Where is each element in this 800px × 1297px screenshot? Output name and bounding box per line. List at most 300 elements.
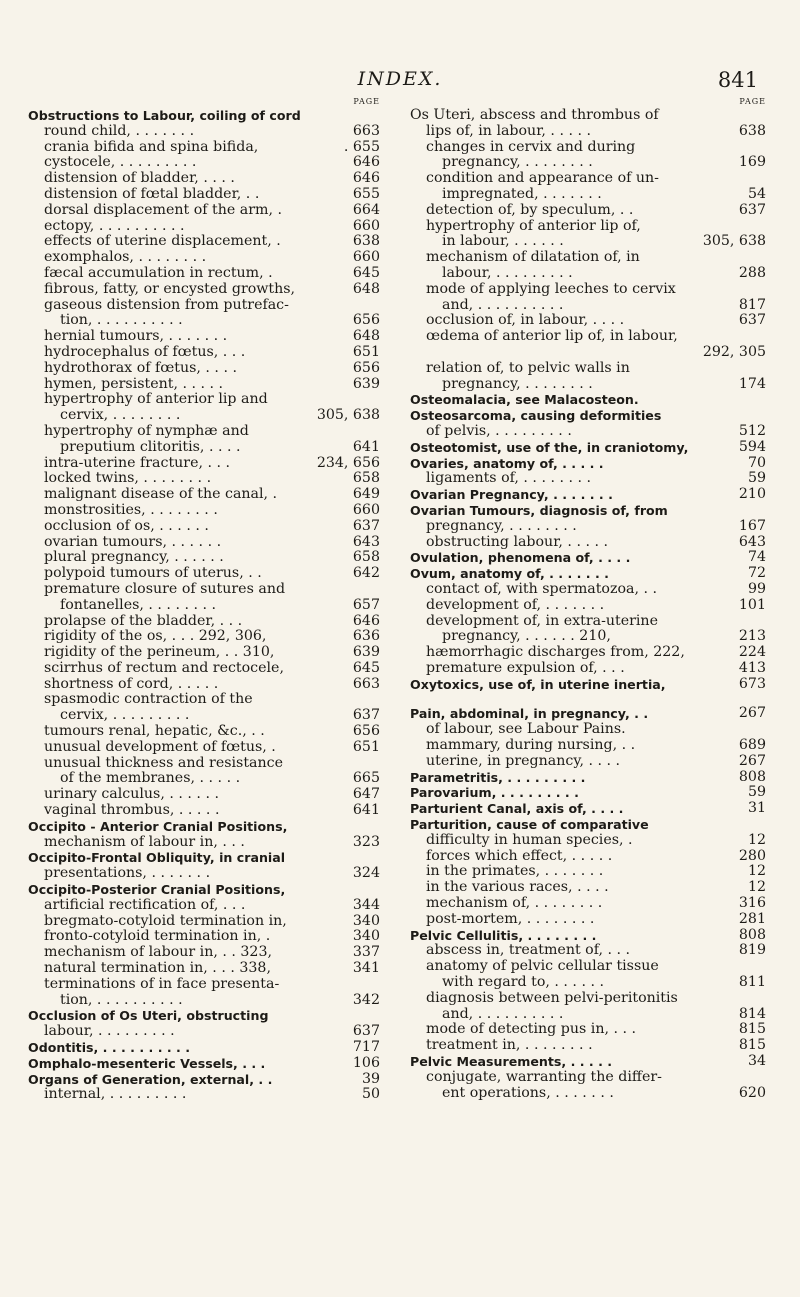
page-reference: 31 bbox=[747, 800, 766, 817]
page-reference: 656 bbox=[352, 723, 380, 740]
entry-text: Parturient Canal, axis of, . . . . bbox=[410, 801, 624, 817]
index-subentry bbox=[410, 1070, 766, 1102]
page-reference: 658 bbox=[352, 549, 380, 566]
entry-text bbox=[410, 345, 697, 361]
index-entries-left bbox=[28, 108, 380, 1103]
index-subentry bbox=[410, 645, 766, 661]
entry-text: internal, . . . . . . . . . bbox=[44, 1087, 187, 1103]
index-subentry bbox=[410, 1022, 766, 1038]
index-subentry bbox=[410, 282, 766, 314]
entry-text: cystocele, . . . . . . . . . bbox=[44, 155, 197, 171]
page-reference: 657 bbox=[352, 596, 380, 613]
index-entry bbox=[410, 550, 766, 566]
entry-text: Parametritis, . . . . . . . . . bbox=[410, 769, 586, 785]
page-reference: 174 bbox=[738, 375, 766, 392]
entry-text: with regard to, . . . . . . bbox=[442, 975, 604, 991]
entry-text: distension of fœtal bladder, . . bbox=[44, 186, 260, 202]
index-subentry bbox=[28, 692, 380, 724]
entry-text: forces which effect, . . . . . bbox=[426, 848, 613, 864]
index-subentry bbox=[410, 864, 766, 880]
entry-text: Occipito-Posterior Cranial Positions, bbox=[28, 882, 286, 898]
entry-text: mechanism of labour in, . . . bbox=[44, 834, 245, 850]
entry-text: hydrocephalus of fœtus, . . . bbox=[44, 344, 246, 360]
index-entry bbox=[410, 677, 766, 693]
page-reference: 646 bbox=[352, 612, 380, 629]
index-subentry bbox=[28, 961, 380, 977]
page-reference: 649 bbox=[352, 486, 380, 503]
index-subentry bbox=[28, 629, 380, 645]
page-reference: 267 bbox=[738, 752, 766, 769]
entry-text: Occlusion of Os Uteri, obstructing bbox=[28, 1008, 269, 1024]
entry-text: development of, in extra-uterine bbox=[426, 613, 658, 629]
entry-text: Ovum, anatomy of, . . . . . . . bbox=[410, 566, 609, 582]
entry-text: malignant disease of the canal, . bbox=[44, 487, 278, 503]
entry-text: condition and appearance of un- bbox=[426, 171, 659, 187]
page-reference: 106 bbox=[352, 1054, 380, 1071]
page-reference: 815 bbox=[738, 1037, 766, 1054]
entry-text: of the membranes, . . . . . bbox=[60, 771, 241, 787]
entry-text: bregmato-cotyloid termination in, bbox=[44, 913, 287, 929]
entry-text: natural termination in, . . . 338, bbox=[44, 961, 271, 977]
page-reference: 101 bbox=[738, 596, 766, 613]
index-subentry bbox=[28, 140, 380, 156]
entry-text: rigidity of the perineum, . . 310, bbox=[44, 645, 275, 661]
index-entry bbox=[410, 566, 766, 582]
page-reference: 224 bbox=[738, 644, 766, 661]
entry-text: hernial tumours, . . . . . . . bbox=[44, 329, 228, 345]
page-reference: 814 bbox=[738, 1005, 766, 1022]
entry-text: relation of, to pelvic walls in bbox=[426, 360, 630, 376]
page-reference: 656 bbox=[352, 312, 380, 329]
entry-text: Ovarian Tumours, diagnosis of, from bbox=[410, 502, 668, 518]
index-subentry bbox=[28, 582, 380, 614]
entry-text: polypoid tumours of uterus, . . bbox=[44, 566, 262, 582]
page-reference: 324 bbox=[352, 865, 380, 882]
entry-text: in the primates, . . . . . . . bbox=[426, 864, 604, 880]
page-reference: 34 bbox=[747, 1053, 766, 1070]
entry-text: urinary calculus, . . . . . . bbox=[44, 787, 219, 803]
index-entry bbox=[410, 487, 766, 503]
index-subentry bbox=[28, 914, 380, 930]
index-subentry bbox=[28, 661, 380, 677]
entry-text: premature closure of sutures and bbox=[44, 581, 286, 597]
index-entry bbox=[410, 1054, 766, 1070]
entry-text: plural pregnancy, . . . . . . bbox=[44, 550, 224, 566]
index-subentry bbox=[28, 503, 380, 519]
entry-text: artificial rectification of, . . . bbox=[44, 897, 246, 913]
entry-text: post-mortem, . . . . . . . . bbox=[426, 911, 595, 927]
index-entry bbox=[410, 817, 766, 849]
index-subentry bbox=[28, 266, 380, 282]
page-reference: . 655 bbox=[343, 138, 380, 155]
index-subentry bbox=[28, 282, 380, 298]
page-reference: 665 bbox=[352, 770, 380, 787]
entry-text: labour, . . . . . . . . . bbox=[44, 1024, 175, 1040]
entry-text: tion, . . . . . . . . . . bbox=[60, 992, 183, 1008]
entry-text: detection of, by speculum, . . bbox=[426, 202, 634, 218]
index-subentry bbox=[410, 754, 766, 770]
entry-text: unusual development of fœtus, . bbox=[44, 739, 276, 755]
entry-text: gaseous distension from putrefac- bbox=[44, 297, 289, 313]
index-subentry bbox=[28, 424, 380, 456]
entry-text: of pelvis, . . . . . . . . . bbox=[426, 423, 572, 439]
page-reference: 673 bbox=[738, 675, 766, 692]
entry-text: dorsal displacement of the arm, . bbox=[44, 202, 282, 218]
page-reference: 292, 305 bbox=[702, 343, 766, 360]
page-reference: 643 bbox=[352, 533, 380, 550]
entry-text: Omphalo-mesenteric Vessels, . . . bbox=[28, 1055, 266, 1071]
entry-text: fæcal accumulation in rectum, . bbox=[44, 265, 273, 281]
page-reference: 717 bbox=[352, 1039, 380, 1056]
page-reference: 70 bbox=[747, 454, 766, 471]
index-subentry bbox=[410, 614, 766, 646]
page-reference: 646 bbox=[352, 170, 380, 187]
index-subentry bbox=[410, 991, 766, 1023]
index-subentry bbox=[410, 943, 766, 959]
page-reference: 169 bbox=[738, 154, 766, 171]
index-subentry bbox=[410, 171, 766, 203]
entry-text: anatomy of pelvic cellular tissue bbox=[426, 959, 659, 975]
entry-text: Osteotomist, use of the, in craniotomy, bbox=[410, 439, 689, 455]
page-reference: 12 bbox=[747, 879, 766, 896]
index-subentry bbox=[28, 724, 380, 740]
index-subentry bbox=[410, 471, 766, 487]
entry-text: Occipito - Anterior Cranial Positions, bbox=[28, 818, 288, 834]
index-subentry bbox=[410, 598, 766, 614]
index-subentry bbox=[28, 566, 380, 582]
entry-text: Os Uteri, abscess and thrombus of bbox=[410, 108, 659, 123]
page-reference: 642 bbox=[352, 565, 380, 582]
page-reference: 54 bbox=[747, 185, 766, 202]
page-reference: 305, 638 bbox=[316, 407, 380, 424]
page-reference: 658 bbox=[352, 470, 380, 487]
entry-text: Odontitis, . . . . . . . . . . bbox=[28, 1040, 190, 1056]
entry-text: fontanelles, . . . . . . . . bbox=[60, 597, 217, 613]
entry-text: obstructing labour, . . . . . bbox=[426, 534, 609, 550]
page-reference: 59 bbox=[747, 784, 766, 801]
index-subentry bbox=[410, 912, 766, 928]
entry-text: unusual thickness and resistance bbox=[44, 755, 283, 771]
entry-text: Parturition, cause of comparative bbox=[410, 817, 649, 833]
page-reference: 663 bbox=[352, 122, 380, 139]
entry-text: terminations of in face presenta- bbox=[44, 976, 280, 992]
page-reference: 637 bbox=[352, 517, 380, 534]
index-subentry bbox=[410, 250, 766, 282]
page-reference: 167 bbox=[738, 517, 766, 534]
page-reference: 341 bbox=[352, 960, 380, 977]
page-reference: 641 bbox=[352, 438, 380, 455]
entry-text: mode of applying leeches to cervix bbox=[426, 281, 676, 297]
entry-text: hymen, persistent, . . . . . bbox=[44, 376, 224, 392]
index-subentry bbox=[410, 738, 766, 754]
page-reference: 639 bbox=[352, 375, 380, 392]
page-reference: 656 bbox=[352, 359, 380, 376]
page-reference: 72 bbox=[747, 565, 766, 582]
index-subentry bbox=[28, 550, 380, 566]
entry-text: cervix, . . . . . . . . bbox=[60, 408, 181, 424]
entry-text: Osteomalacia, see Malacosteon. bbox=[410, 392, 639, 408]
entry-text: abscess in, treatment of, . . . bbox=[426, 943, 631, 959]
entry-text: lips of, in labour, . . . . . bbox=[426, 123, 592, 139]
page-reference: 213 bbox=[738, 628, 766, 645]
page-reference: 74 bbox=[747, 549, 766, 566]
index-entry bbox=[410, 770, 766, 786]
page-reference: 323 bbox=[352, 833, 380, 850]
entry-text: ent operations, . . . . . . . bbox=[442, 1085, 614, 1101]
page-reference: 655 bbox=[352, 185, 380, 202]
entry-text: mammary, during nursing, . . bbox=[426, 738, 636, 754]
index-subentry bbox=[410, 880, 766, 896]
index-subentry bbox=[410, 361, 766, 393]
page-reference: 637 bbox=[352, 707, 380, 724]
index-subentry bbox=[28, 203, 380, 219]
entry-text: labour, . . . . . . . . . bbox=[442, 265, 573, 281]
index-entry bbox=[410, 706, 766, 722]
index-subentry bbox=[410, 535, 766, 551]
page-reference: 59 bbox=[747, 470, 766, 487]
index-entry bbox=[410, 408, 766, 440]
page-reference: 344 bbox=[352, 896, 380, 913]
entry-text: hypertrophy of anterior lip and bbox=[44, 392, 268, 408]
entry-text: prolapse of the bladder, . . . bbox=[44, 613, 243, 629]
index-subentry bbox=[28, 377, 380, 393]
index-entry bbox=[28, 882, 380, 914]
page-reference: 39 bbox=[361, 1070, 380, 1087]
entry-text: preputium clitoritis, . . . . bbox=[60, 439, 241, 455]
entry-text: conjugate, warranting the differ- bbox=[426, 1069, 662, 1085]
entry-text: crania bifida and spina bifida, bbox=[44, 139, 259, 155]
page-reference: 646 bbox=[352, 154, 380, 171]
entry-text: Occipito-Frontal Obliquity, in cranial bbox=[28, 850, 286, 866]
entry-text: pregnancy, . . . . . . . . bbox=[442, 376, 593, 392]
entry-text: hæmorrhagic discharges from, 222, bbox=[426, 645, 685, 661]
entry-text: vaginal thrombus, . . . . . bbox=[44, 803, 220, 819]
index-entry bbox=[410, 440, 766, 456]
index-subentry bbox=[28, 155, 380, 171]
entry-text: ovarian tumours, . . . . . . bbox=[44, 534, 222, 550]
entry-text: occlusion of os, . . . . . . bbox=[44, 518, 209, 534]
page-reference: 643 bbox=[738, 533, 766, 550]
page-reference: 648 bbox=[352, 280, 380, 297]
entry-text: mode of detecting pus in, . . . bbox=[426, 1022, 637, 1038]
index-subentry bbox=[410, 722, 766, 738]
page-number: 841 bbox=[717, 68, 758, 92]
page-reference: 234, 656 bbox=[316, 454, 380, 471]
entry-text: ectopy, . . . . . . . . . . bbox=[44, 218, 185, 234]
page-reference: 288 bbox=[738, 264, 766, 281]
page-reference: 340 bbox=[352, 912, 380, 929]
page-reference: 620 bbox=[738, 1084, 766, 1101]
page-reference: 636 bbox=[352, 628, 380, 645]
index-subentry bbox=[28, 519, 380, 535]
entry-text: treatment in, . . . . . . . . bbox=[426, 1038, 593, 1054]
index-entry bbox=[28, 819, 380, 851]
page-reference: 50 bbox=[361, 1086, 380, 1103]
page-reference: 651 bbox=[352, 343, 380, 360]
page-reference: 594 bbox=[738, 438, 766, 455]
index-subentry bbox=[28, 929, 380, 945]
page-reference: 689 bbox=[738, 737, 766, 754]
entry-text: hypertrophy of anterior lip of, bbox=[426, 218, 641, 234]
entry-text: cervix, . . . . . . . . . bbox=[60, 708, 190, 724]
index-subentry bbox=[28, 345, 380, 361]
entry-text: pregnancy, . . . . . . 210, bbox=[442, 629, 611, 645]
page-reference: 267 bbox=[738, 705, 766, 722]
index-entry bbox=[28, 850, 380, 882]
entry-text: tion, . . . . . . . . . . bbox=[60, 313, 183, 329]
index-subentry bbox=[28, 740, 380, 756]
index-entry bbox=[28, 1040, 380, 1056]
index-subentry bbox=[28, 1087, 380, 1103]
entry-text: contact of, with spermatozoa, . . bbox=[426, 581, 657, 597]
index-subentry bbox=[410, 582, 766, 598]
running-head-title: INDEX. bbox=[357, 68, 443, 90]
page-reference: 413 bbox=[738, 659, 766, 676]
entry-text: intra-uterine fracture, . . . bbox=[44, 455, 231, 471]
index-subentry bbox=[28, 756, 380, 788]
entry-text: in the various races, . . . . bbox=[426, 880, 609, 896]
entry-text: development of, . . . . . . . bbox=[426, 597, 605, 613]
index-subentry bbox=[28, 456, 380, 472]
page-reference: 663 bbox=[352, 675, 380, 692]
entry-text: Osteosarcoma, causing deformities bbox=[410, 408, 662, 424]
entry-text: mechanism of dilatation of, in bbox=[426, 250, 640, 266]
entry-text: mechanism of labour in, . . 323, bbox=[44, 945, 272, 961]
entry-text: premature expulsion of, . . . bbox=[426, 660, 625, 676]
page-reference: 651 bbox=[352, 738, 380, 755]
entry-text: exomphalos, . . . . . . . . bbox=[44, 250, 207, 266]
index-entries-right bbox=[410, 108, 766, 1101]
entry-text: uterine, in pregnancy, . . . . bbox=[426, 753, 621, 769]
page-reference: 808 bbox=[738, 768, 766, 785]
entry-text: Pain, abdominal, in pregnancy, . . bbox=[410, 706, 649, 722]
index-subentry bbox=[28, 535, 380, 551]
page-reference: 819 bbox=[738, 942, 766, 959]
page-reference: 638 bbox=[738, 122, 766, 139]
entry-text: of labour, see Labour Pains. bbox=[426, 722, 626, 738]
index-subentry bbox=[28, 234, 380, 250]
entry-text: Parovarium, . . . . . . . . . bbox=[410, 785, 579, 801]
page-reference: 305, 638 bbox=[702, 233, 766, 250]
index-entry bbox=[410, 928, 766, 944]
page-reference: 99 bbox=[747, 580, 766, 597]
index-subentry bbox=[28, 945, 380, 961]
index-entry bbox=[28, 1008, 380, 1040]
page-reference: 12 bbox=[747, 863, 766, 880]
entry-text: and, . . . . . . . . . . bbox=[442, 1006, 564, 1022]
page-reference: 637 bbox=[738, 312, 766, 329]
index-subentry bbox=[28, 250, 380, 266]
entry-text: Oxytoxics, use of, in uterine inertia, bbox=[410, 676, 666, 692]
index-subentry bbox=[28, 645, 380, 661]
entry-text: Ovaries, anatomy of, . . . . . bbox=[410, 455, 604, 471]
index-entry bbox=[410, 503, 766, 535]
index-subentry bbox=[410, 1038, 766, 1054]
index-column-left bbox=[28, 96, 380, 1103]
entry-text: Obstructions to Labour, coiling of cord bbox=[28, 108, 301, 123]
page-reference: 811 bbox=[738, 974, 766, 991]
entry-text: distension of bladder, . . . . bbox=[44, 171, 235, 187]
page-reference: 648 bbox=[352, 328, 380, 345]
index-subentry bbox=[28, 187, 380, 203]
index-subentry bbox=[410, 849, 766, 865]
entry-text: difficulty in human species, . bbox=[426, 832, 633, 848]
index-column-right bbox=[410, 96, 766, 1101]
index-subentry bbox=[410, 959, 766, 991]
entry-text: effects of uterine displacement, . bbox=[44, 234, 281, 250]
index-entry bbox=[410, 456, 766, 472]
entry-text: diagnosis between pelvi-peritonitis bbox=[426, 990, 678, 1006]
index-entry bbox=[28, 1072, 380, 1088]
index-subentry bbox=[28, 471, 380, 487]
entry-text: in labour, . . . . . . bbox=[442, 234, 564, 250]
page-reference: 281 bbox=[738, 910, 766, 927]
index-subentry bbox=[28, 392, 380, 424]
page-reference: 316 bbox=[738, 895, 766, 912]
entry-text: hypertrophy of nymphæ and bbox=[44, 423, 249, 439]
index-subentry bbox=[28, 487, 380, 503]
index-entry bbox=[28, 108, 380, 140]
index-subentry bbox=[410, 140, 766, 172]
entry-text: shortness of cord, . . . . . bbox=[44, 676, 219, 692]
page-reference: 660 bbox=[352, 217, 380, 234]
entry-text: fronto-cotyloid termination in, . bbox=[44, 929, 271, 945]
column-page-header: PAGE bbox=[353, 97, 380, 106]
page-reference: 337 bbox=[352, 944, 380, 961]
entry-text: Ovarian Pregnancy, . . . . . . . bbox=[410, 487, 613, 503]
column-page-header: PAGE bbox=[739, 97, 766, 106]
index-subentry bbox=[28, 803, 380, 819]
page-reference: 641 bbox=[352, 802, 380, 819]
page-reference: 817 bbox=[738, 296, 766, 313]
page-reference: 639 bbox=[352, 644, 380, 661]
page-reference: 660 bbox=[352, 249, 380, 266]
entry-text: tumours renal, hepatic, &c., . . bbox=[44, 724, 265, 740]
page-reference: 808 bbox=[738, 926, 766, 943]
entry-text: ligaments of, . . . . . . . . bbox=[426, 471, 592, 487]
index-subentry bbox=[28, 677, 380, 693]
entry-text: mechanism of, . . . . . . . . bbox=[426, 896, 603, 912]
index-subentry bbox=[28, 298, 380, 330]
page-reference: 280 bbox=[738, 847, 766, 864]
index-subentry bbox=[410, 896, 766, 912]
entry-text: occlusion of, in labour, . . . . bbox=[426, 313, 625, 329]
page-reference: 340 bbox=[352, 928, 380, 945]
index-entry bbox=[410, 785, 766, 801]
page-reference: 645 bbox=[352, 659, 380, 676]
entry-text: and, . . . . . . . . . . bbox=[442, 297, 564, 313]
entry-text: presentations, . . . . . . . bbox=[44, 866, 211, 882]
entry-text: Ovulation, phenomena of, . . . . bbox=[410, 550, 631, 566]
page-reference: 210 bbox=[738, 486, 766, 503]
index-subentry bbox=[410, 329, 766, 361]
entry-text: scirrhus of rectum and rectocele, bbox=[44, 660, 284, 676]
running-head bbox=[0, 68, 800, 98]
entry-text: pregnancy, . . . . . . . . bbox=[426, 518, 577, 534]
entry-text: œdema of anterior lip of, in labour, bbox=[426, 329, 678, 345]
index-subentry bbox=[410, 661, 766, 677]
index-subentry bbox=[410, 219, 766, 251]
entry-text: Pelvic Cellulitis, . . . . . . . . bbox=[410, 927, 597, 943]
index-entry bbox=[410, 108, 766, 140]
page-reference: 638 bbox=[352, 233, 380, 250]
page-reference: 637 bbox=[352, 1023, 380, 1040]
page-reference: 12 bbox=[747, 831, 766, 848]
page-reference: 645 bbox=[352, 264, 380, 281]
entry-text: spasmodic contraction of the bbox=[44, 692, 253, 708]
index-entry bbox=[410, 801, 766, 817]
entry-text: locked twins, . . . . . . . . bbox=[44, 471, 212, 487]
